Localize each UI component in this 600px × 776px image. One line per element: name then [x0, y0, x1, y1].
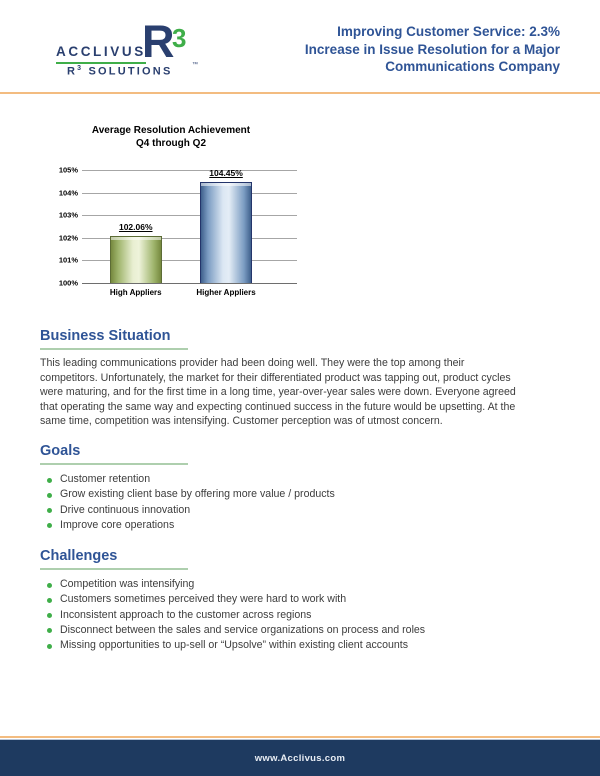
list-item	[40, 638, 532, 653]
logo-trademark: ™	[192, 62, 198, 68]
y-axis-tick-label: 105%	[58, 165, 78, 175]
section-underline	[40, 568, 188, 570]
list-item-text: Improve core operations	[60, 518, 175, 531]
section-heading: Business Situation	[40, 328, 171, 344]
footer-website-link[interactable]: www.Acclivus.com	[254, 752, 346, 764]
acclivus-logo	[45, 18, 210, 82]
list-item-text: Disconnect between the sales and service organizations on process and roles	[60, 623, 426, 636]
section-underline	[40, 463, 188, 465]
header-divider	[0, 92, 600, 94]
list-item-text: Missing opportunities to up-sell or “Upsolve” within existing client accounts	[60, 639, 408, 652]
resolution-achievement-chart	[35, 120, 307, 315]
section-challenges	[40, 548, 532, 653]
gridline	[82, 283, 297, 284]
y-axis-tick-label: 104%	[58, 188, 78, 198]
gridline	[82, 215, 297, 216]
bullet-dot-icon	[47, 644, 52, 649]
page-title-line: Improving Customer Service: 2.3%	[337, 24, 560, 39]
list-item	[40, 608, 532, 623]
list-item	[40, 623, 532, 638]
section-underline	[40, 348, 188, 350]
footer-divider	[0, 736, 600, 738]
y-axis-tick-label: 102%	[58, 233, 78, 243]
chart-title	[35, 125, 307, 150]
list-item	[40, 592, 532, 607]
logo-3-glyph: 3	[172, 23, 187, 53]
section-heading: Challenges	[40, 548, 118, 564]
list-item-text: Customer retention	[60, 473, 151, 485]
bar-value-label: 102.06%	[118, 222, 153, 233]
goals-list	[40, 472, 532, 533]
bullet-dot-icon	[47, 628, 52, 633]
chart-plot	[58, 165, 297, 297]
bullet-dot-icon	[47, 493, 52, 498]
bullet-dot-icon	[47, 583, 52, 588]
list-item	[40, 577, 532, 592]
section-heading: Goals	[40, 443, 81, 459]
bullet-dot-icon	[47, 613, 52, 618]
list-item-text: Inconsistent approach to the customer across regions	[60, 608, 312, 621]
list-item	[40, 472, 532, 487]
chart-title-line: Average Resolution Achievement	[91, 125, 251, 136]
chart-title-line: Q4 through Q2	[136, 137, 206, 149]
bullet-dot-icon	[47, 508, 52, 513]
section-goals	[40, 443, 532, 533]
list-item	[40, 503, 532, 518]
list-item	[40, 487, 532, 502]
list-item-text: Competition was intensifying	[60, 578, 195, 590]
bullet-dot-icon	[47, 523, 52, 528]
page-title-line: Increase in Issue Resolution for a Major	[304, 41, 560, 57]
y-axis-tick-label: 101%	[58, 255, 78, 265]
bar-high-appliers	[110, 236, 162, 283]
page-title	[250, 23, 560, 76]
list-item-text: Drive continuous innovation	[60, 503, 191, 516]
logo-solutions-text: $R^3$ SOLUTIONS	[67, 65, 173, 78]
y-axis-tick-label: 103%	[58, 210, 78, 220]
logo-wordmark: ACCLIVUS	[56, 44, 146, 64]
x-axis-category-label: High Appliers	[109, 288, 162, 297]
x-axis-category-label: Higher Appliers	[196, 288, 256, 297]
challenges-list	[40, 577, 532, 653]
gridline	[82, 193, 297, 194]
logo-r-glyph: R	[142, 16, 175, 67]
bar-higher-appliers	[200, 182, 252, 283]
bullet-dot-icon	[47, 598, 52, 603]
footer-bar	[0, 739, 600, 776]
list-item-text: Grow existing client base by offering more value / products	[60, 488, 335, 501]
bullet-dot-icon	[47, 478, 52, 483]
page-title-line: Communications Company	[385, 59, 560, 74]
bar-value-label: 104.45%	[209, 168, 243, 179]
section-body-text: This leading communications provider had been doing well. They were the top among their competitors. Unfortunately, the market for their differentiated product was tapping out, product cycles were maturing, and for the first time in a long time, year-over-year sales were down. Everyone agreed that operating the same way and expecting continued success in the future would be upsetting. At the same time, competition was intensifying. Customer perception was of utmost concern.	[40, 357, 516, 428]
section-business-situation	[40, 328, 532, 429]
list-item-text: Customers sometimes perceived they were hard to work with	[60, 593, 347, 606]
y-axis-tick-label: 100%	[58, 278, 78, 288]
list-item	[40, 518, 532, 533]
